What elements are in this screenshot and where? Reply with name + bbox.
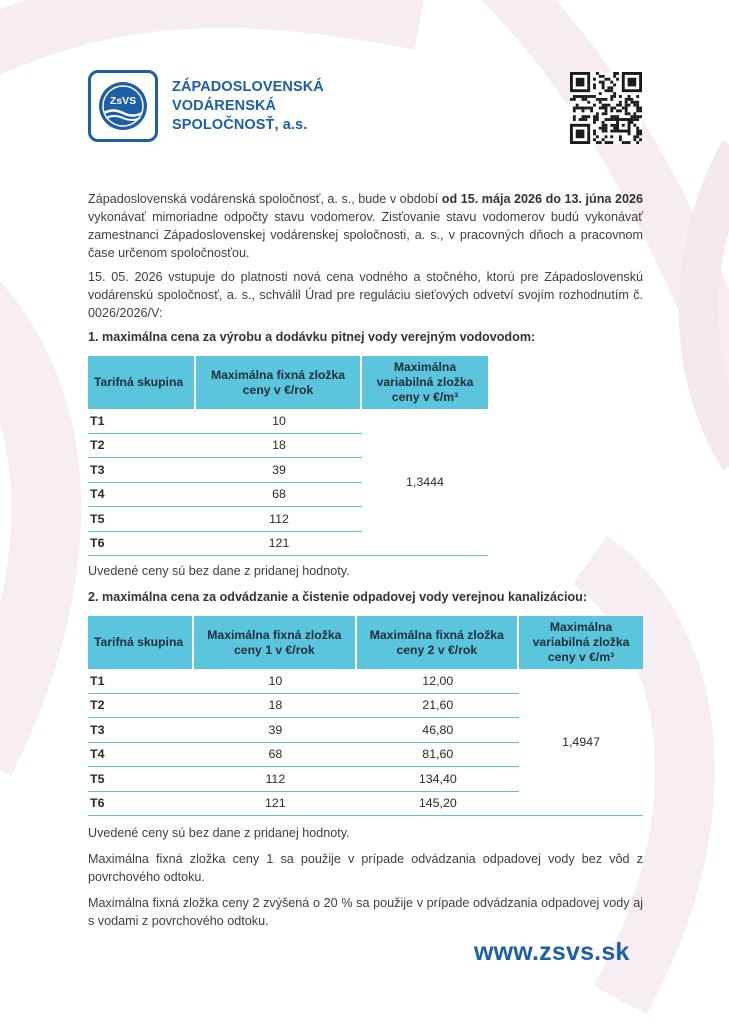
tariff-group-cell: T3 bbox=[88, 458, 196, 483]
water-drop-logo-icon bbox=[94, 77, 152, 135]
company-name-line-2: VODÁRENSKÁ bbox=[172, 97, 277, 114]
variable-price-cell: 1,3444 bbox=[362, 409, 488, 556]
company-name bbox=[172, 78, 347, 135]
fixed-price-1-cell: 112 bbox=[194, 767, 356, 792]
company-name-line-3: SPOLOČNOSŤ, a.s. bbox=[172, 116, 308, 133]
section-2-vat-note: Uvedené ceny sú bez dane z pridanej hodnoty. bbox=[88, 826, 350, 840]
fixed-price-2-cell: 46,80 bbox=[357, 718, 519, 743]
col-header-variable: Maximálna variabilná zložka ceny v €/m³ bbox=[519, 616, 643, 669]
company-name-line-1: ZÁPADOSLOVENSKÁ bbox=[172, 78, 324, 95]
intro-period-bold: od 15. mája 2026 do 13. júna 2026 bbox=[441, 192, 643, 206]
tariff-group-cell: T2 bbox=[88, 434, 196, 459]
fixed-price-1-cell: 10 bbox=[194, 669, 356, 694]
fixed-price-cell: 112 bbox=[196, 507, 362, 532]
tariff-group-cell: T4 bbox=[88, 743, 194, 768]
logo-badge-text: ZsVS bbox=[109, 95, 137, 107]
tariff-group-cell: T5 bbox=[88, 767, 194, 792]
website-link[interactable]: www.zsvs.sk bbox=[474, 938, 630, 966]
table-row bbox=[88, 669, 643, 694]
company-logo bbox=[88, 70, 347, 142]
tariff-group-cell: T1 bbox=[88, 669, 194, 694]
fixed-price-2-cell: 145,20 bbox=[357, 792, 519, 817]
intro-text-b: vykonávať mimoriadne odpočty stavu vodomerov. Zisťovanie stavu vodomerov budú vykonávať zamestnanci Západoslovenskej vodárenskej spoločnosti, a. s., v pracovných dňoch a pracovnom čase určenom spoločnosťou. bbox=[88, 210, 643, 260]
fixed-1-usage-note: Maximálna fixná zložka ceny 1 sa použije v prípade odvádzania odpadovej vody bez vôd z povrchového odtoku. bbox=[88, 852, 643, 884]
table-row bbox=[88, 409, 488, 434]
fixed-price-2-cell: 21,60 bbox=[357, 694, 519, 719]
tariff-group-cell: T5 bbox=[88, 507, 196, 532]
fixed-price-cell: 39 bbox=[196, 458, 362, 483]
tariff-group-cell: T3 bbox=[88, 718, 194, 743]
fixed-price-2-cell: 12,00 bbox=[357, 669, 519, 694]
col-header-tariff-group: Tarifná skupina bbox=[88, 616, 194, 669]
tariff-group-cell: T1 bbox=[88, 409, 196, 434]
tariff-group-cell: T6 bbox=[88, 792, 194, 817]
main-content bbox=[88, 190, 643, 938]
wastewater-price-table bbox=[88, 616, 643, 816]
tariff-group-cell: T6 bbox=[88, 532, 196, 557]
col-header-fixed-1: Maximálna fixná zložka ceny 1 v €/rok bbox=[194, 616, 356, 669]
variable-price-cell: 1,4947 bbox=[519, 669, 643, 816]
logo-emblem bbox=[88, 70, 158, 142]
fixed-2-usage-note: Maximálna fixná zložka ceny 2 zvýšená o 20 % sa použije v prípade odvádzania odpadovej vody aj s vodami z povrchového odtoku. bbox=[88, 896, 643, 928]
col-header-variable: Maximálna variabilná zložka ceny v €/m³ bbox=[362, 356, 488, 409]
fixed-price-cell: 121 bbox=[196, 532, 362, 557]
fixed-price-cell: 10 bbox=[196, 409, 362, 434]
section-2-heading: 2. maximálna cena za odvádzanie a čistenie odpadovej vody verejnou kanalizáciou: bbox=[88, 590, 588, 604]
fixed-price-2-cell: 134,40 bbox=[357, 767, 519, 792]
fixed-price-cell: 18 bbox=[196, 434, 362, 459]
qr-code[interactable] bbox=[570, 72, 642, 144]
section-1-heading: 1. maximálna cena za výrobu a dodávku pitnej vody verejným vodovodom: bbox=[88, 330, 536, 344]
tariff-group-cell: T4 bbox=[88, 483, 196, 508]
fixed-price-1-cell: 18 bbox=[194, 694, 356, 719]
col-header-tariff-group: Tarifná skupina bbox=[88, 356, 196, 409]
fixed-price-1-cell: 121 bbox=[194, 792, 356, 817]
fixed-price-1-cell: 39 bbox=[194, 718, 356, 743]
section-1-vat-note: Uvedené ceny sú bez dane z pridanej hodnoty. bbox=[88, 564, 350, 578]
fixed-price-2-cell: 81,60 bbox=[357, 743, 519, 768]
intro-paragraph-1 bbox=[88, 190, 643, 262]
tariff-group-cell: T2 bbox=[88, 694, 194, 719]
fixed-price-1-cell: 68 bbox=[194, 743, 356, 768]
col-header-fixed-2: Maximálna fixná zložka ceny 2 v €/rok bbox=[357, 616, 519, 669]
intro-text-a: Západoslovenská vodárenská spoločnosť, a. s., bude v období bbox=[88, 192, 442, 206]
col-header-fixed: Maximálna fixná zložka ceny v €/rok bbox=[196, 356, 362, 409]
water-supply-price-table bbox=[88, 356, 488, 556]
intro-paragraph-2: 15. 05. 2026 vstupuje do platnosti nová cena vodného a stočného, ktorú pre Západoslovenskú vodárenskú spoločnosť, a. s., schválil Úrad pre reguláciu sieťových odvetví svojím rozhodnutím č. 0026/2026/V: bbox=[88, 270, 643, 320]
fixed-price-cell: 68 bbox=[196, 483, 362, 508]
